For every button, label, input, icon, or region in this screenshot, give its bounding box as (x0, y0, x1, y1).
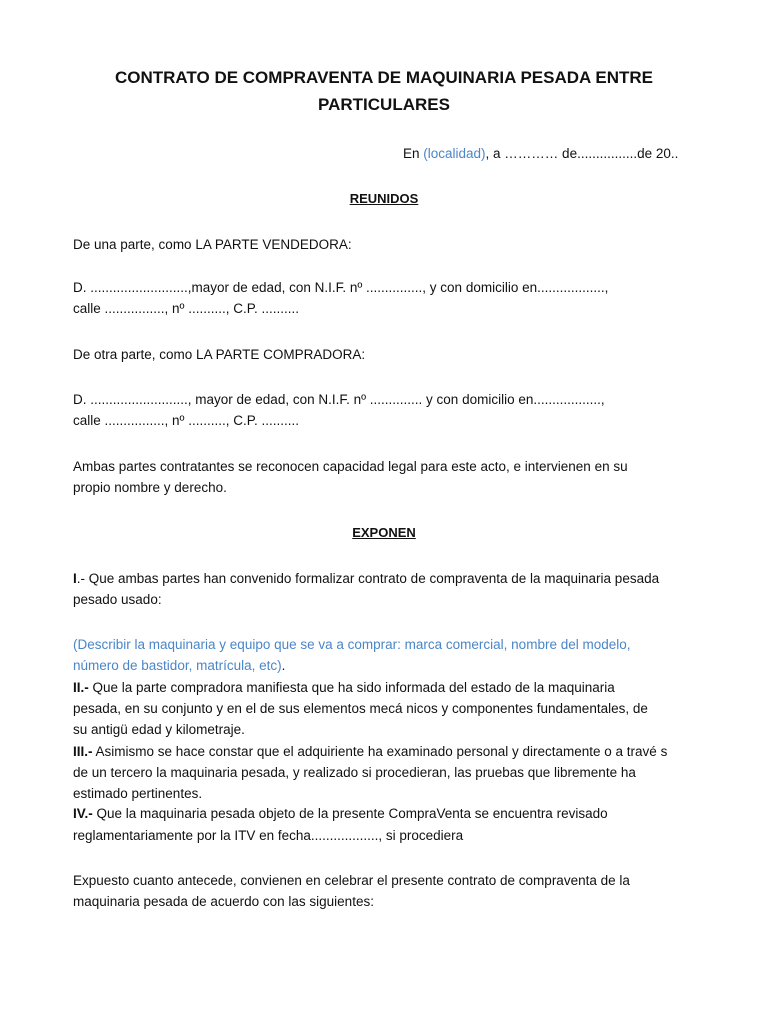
description-line-2 (73, 655, 285, 676)
capacity-line-1: Ambas partes contratantes se reconocen capacidad legal para este acto, e intervienen en su (73, 459, 628, 474)
seller-line-1: D. ..........................,mayor de edad, con N.I.F. nº ..............., y con domicilio en.................., (73, 280, 609, 295)
clause-4-number: IV.- (73, 806, 93, 821)
place-prefix: En (403, 146, 424, 161)
clause-3-line-1 (73, 741, 667, 762)
page-title (60, 64, 708, 118)
clause-2-text-1: Que la parte compradora manifiesta que ha sido informada del estado de la maquinaria (88, 680, 615, 695)
clause-2-line-2: pesada, en su conjunto y en el de sus elementos mecá nicos y componentes fundamentales, de (73, 701, 648, 716)
clause-1-line-1 (73, 568, 659, 589)
clause-3-number: III.- (73, 744, 93, 759)
description-line-1: (Describir la maquinaria y equipo que se va a comprar: marca comercial, nombre del modelo, (73, 637, 631, 652)
clause-1-number: I (73, 571, 77, 586)
description-text-2: número de bastidor, matrícula, etc) (73, 658, 282, 673)
clause-1-text-1: .- Que ambas partes han convenido formalizar contrato de compraventa de la maquinaria pesada (76, 571, 660, 586)
clause-4-text-1: Que la maquinaria pesada objeto de la presente CompraVenta se encuentra revisado (92, 806, 608, 821)
clause-2-line-1 (73, 677, 615, 698)
clause-2-line-3: su antigü edad y kilometraje. (73, 722, 245, 737)
clause-4-line-2: reglamentariamente por la ITV en fecha.................., si procediera (73, 828, 464, 843)
title-line-2: PARTICULARES (318, 95, 450, 114)
seller-line-2: calle ................, nº .........., C.P. .......... (73, 301, 299, 316)
clause-3-text-1: Asimismo se hace constar que el adquiriente ha examinado personal y directamente o a travé s (92, 744, 668, 759)
description-period: . (281, 658, 286, 673)
place-date-line (403, 143, 678, 164)
reunidos-heading: REUNIDOS (349, 191, 419, 206)
clause-3-line-2: de un tercero la maquinaria pesada, y realizado si procedieran, las pruebas que libremente ha (73, 765, 636, 780)
capacity-line-2: propio nombre y derecho. (73, 480, 227, 495)
buyer-line-2: calle ................, nº .........., C.P. .......... (73, 413, 299, 428)
clause-1-line-2: pesado usado: (73, 592, 162, 607)
closing-line-1: Expuesto cuanto antecede, convienen en celebrar el presente contrato de compraventa de la (73, 873, 630, 888)
exponen-heading: EXPONEN (352, 525, 416, 540)
clause-2-number: II.- (73, 680, 89, 695)
closing-line-2: maquinaria pesada de acuerdo con las siguientes: (73, 894, 374, 909)
buyer-line-1: D. .........................., mayor de edad, con N.I.F. nº .............. y con domicilio en.................., (73, 392, 605, 407)
buyer-intro: De otra parte, como LA PARTE COMPRADORA: (73, 347, 366, 362)
clause-3-line-3: estimado pertinentes. (73, 786, 203, 801)
title-line-1: CONTRATO DE COMPRAVENTA DE MAQUINARIA PESADA ENTRE (114, 68, 654, 87)
date-suffix: , a ………… de................de 20.. (485, 146, 679, 161)
clause-4-line-1 (73, 803, 608, 824)
seller-intro: De una parte, como LA PARTE VENDEDORA: (73, 237, 352, 252)
locality-placeholder: (localidad) (423, 146, 486, 161)
